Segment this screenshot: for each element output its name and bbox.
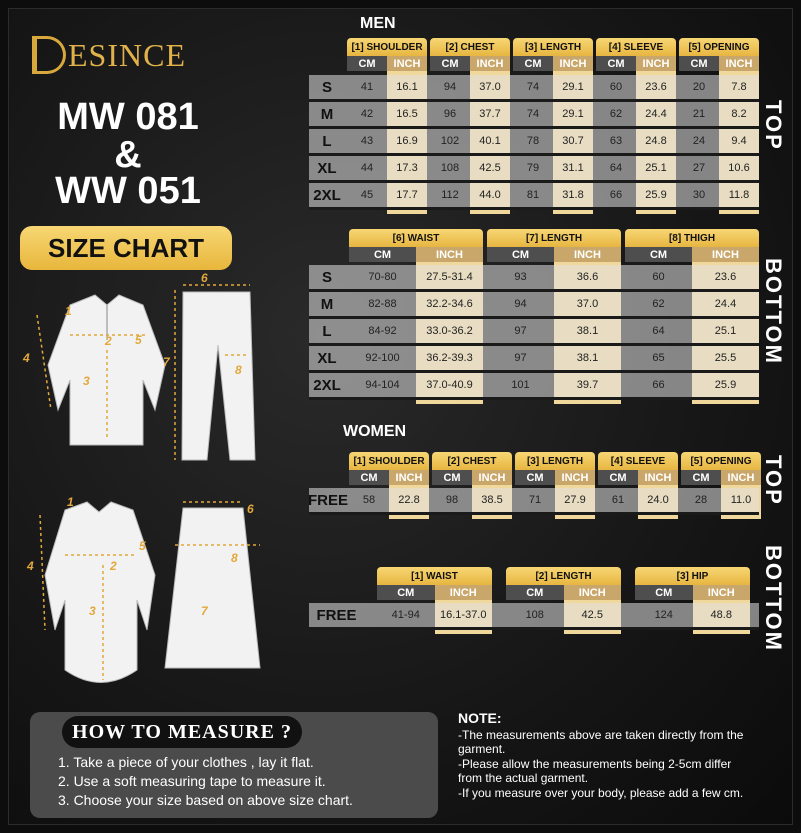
how-step-2: 2. Use a soft measuring tape to measure it. (58, 773, 326, 789)
cm-value: 58 (362, 494, 376, 506)
inch-value: 36.6 (576, 271, 599, 283)
cm-value: 66 (609, 189, 623, 201)
cm-value: 96 (443, 108, 457, 120)
cm-header: CM (515, 470, 555, 485)
size-label: FREE (308, 491, 349, 509)
cm-value: 42 (360, 108, 374, 120)
size-label: L (322, 132, 332, 150)
inch-header: INCH (553, 56, 593, 71)
cm-value: 79 (526, 162, 540, 174)
cm-value: 74 (526, 108, 540, 120)
cm-value: 63 (609, 135, 623, 147)
column-group-header: [2] CHEST (432, 452, 512, 470)
table-row (309, 156, 759, 183)
inch-value: 27.5-31.4 (426, 271, 473, 283)
inch-value: 17.7 (396, 189, 418, 201)
svg-text:1: 1 (65, 304, 72, 318)
cm-header: CM (487, 247, 554, 262)
note-line-3: -If you measure over your body, please add a few cm. (458, 786, 744, 800)
men-top-side-label: TOP (761, 100, 786, 151)
svg-text:4: 4 (27, 559, 34, 573)
column-group-header: [2] LENGTH (506, 567, 621, 585)
table-row (309, 319, 759, 346)
cm-value: 66 (652, 379, 665, 391)
inch-value: 44.0 (479, 189, 501, 201)
cm-value: 21 (692, 108, 706, 120)
column-group-header: [1] SHOULDER (349, 452, 429, 470)
svg-text:3: 3 (89, 604, 96, 618)
inch-value: 23.6 (714, 271, 737, 283)
cm-value: 97 (514, 325, 527, 337)
garment-diagrams (15, 270, 295, 690)
cm-value: 43 (360, 135, 374, 147)
svg-text:8: 8 (231, 551, 238, 565)
table-row (309, 129, 759, 156)
men-bottom-table (309, 229, 756, 397)
size-label: 2XL (313, 186, 341, 204)
inch-value: 42.5 (479, 162, 501, 174)
cm-value: 27 (692, 162, 706, 174)
svg-text:3: 3 (83, 374, 90, 388)
inch-value: 17.3 (396, 162, 418, 174)
cm-value: 84-92 (368, 325, 397, 337)
inch-value: 16.9 (396, 135, 418, 147)
inch-value: 24.8 (645, 135, 667, 147)
column-group-header: [6] WAIST (349, 229, 483, 247)
table-row (309, 373, 759, 400)
svg-text:8: 8 (235, 363, 242, 377)
men-pants-diagram (182, 292, 255, 460)
cm-header: CM (347, 56, 387, 71)
inch-header: INCH (470, 56, 510, 71)
table-row (309, 265, 759, 292)
inch-value: 25.1 (714, 325, 737, 337)
cm-value: 41 (360, 81, 374, 93)
cm-value: 71 (528, 494, 542, 506)
inch-value: 23.6 (645, 81, 667, 93)
table-row (309, 603, 759, 630)
inch-value: 39.7 (576, 379, 599, 391)
inch-value: 11.8 (728, 189, 750, 201)
size-chart-label: SIZE CHART (20, 226, 232, 270)
inch-header: INCH (692, 247, 759, 262)
inch-value: 37.0 (479, 81, 501, 93)
column-group-header: [5] OPENING (679, 38, 759, 56)
cm-value: 60 (652, 271, 665, 283)
svg-text:7: 7 (163, 355, 170, 369)
inch-header: INCH (554, 247, 621, 262)
how-step-3: 3. Choose your size based on above size chart. (58, 792, 353, 808)
women-title: WOMEN (343, 423, 407, 440)
men-title: MEN (360, 15, 396, 32)
cm-header: CM (598, 470, 638, 485)
cm-header: CM (377, 585, 435, 600)
model-ampersand: & (114, 134, 142, 176)
column-group-header: [2] CHEST (430, 38, 510, 56)
size-label: M (320, 105, 334, 123)
inch-header: INCH (472, 470, 512, 485)
inch-value: 33.0-36.2 (426, 325, 473, 337)
note-line-1: -The measurements above are taken directly from the garment. (458, 728, 744, 756)
women-bottom-table (309, 567, 756, 631)
inch-value: 24.0 (647, 494, 669, 506)
men-bottom-side-label: BOTTOM (761, 258, 786, 365)
column-group-header: [3] LENGTH (513, 38, 593, 56)
women-top-table (309, 452, 756, 516)
model-code-1: MW 081 (57, 96, 199, 138)
table-row (309, 102, 759, 129)
women-top-diagram (45, 502, 155, 683)
column-group-header: [1] WAIST (377, 567, 492, 585)
cm-header: CM (625, 247, 692, 262)
cm-value: 62 (609, 108, 623, 120)
model-code-2: WW 051 (55, 170, 201, 212)
size-label: XL (317, 349, 337, 367)
inch-header: INCH (636, 56, 676, 71)
cm-value: 97 (514, 352, 527, 364)
inch-value: 38.5 (481, 494, 503, 506)
column-group-header: [5] OPENING (681, 452, 761, 470)
svg-text:6: 6 (201, 271, 208, 285)
note-title: NOTE: (458, 710, 502, 726)
inch-value: 38.1 (576, 325, 599, 337)
cm-value: 61 (611, 494, 625, 506)
svg-text:5: 5 (139, 539, 146, 553)
cm-header: CM (506, 585, 564, 600)
cm-value: 74 (526, 81, 540, 93)
cm-value: 94-104 (365, 379, 400, 391)
size-label: M (320, 295, 334, 313)
cm-value: 98 (445, 494, 459, 506)
size-label: S (321, 268, 332, 286)
cm-value: 82-88 (368, 298, 397, 310)
cm-header: CM (349, 470, 389, 485)
inch-value: 24.4 (645, 108, 667, 120)
svg-text:4: 4 (23, 351, 30, 365)
inch-value: 31.8 (562, 189, 584, 201)
cm-value: 62 (652, 298, 665, 310)
cm-value: 45 (360, 189, 374, 201)
inch-value: 16.1 (396, 81, 418, 93)
column-group-header: [8] THIGH (625, 229, 759, 247)
inch-value: 32.2-34.6 (426, 298, 473, 310)
cm-value: 93 (514, 271, 527, 283)
women-skirt-diagram (165, 508, 260, 668)
inch-value: 11.0 (730, 494, 752, 506)
table-row (309, 183, 759, 210)
size-label: FREE (316, 606, 357, 624)
brand-logo (32, 36, 186, 74)
cm-value: 24 (692, 135, 706, 147)
brand-name: ESINCE (68, 36, 186, 73)
cm-value: 92-100 (365, 352, 400, 364)
column-group-header: [4] SLEEVE (596, 38, 676, 56)
inch-value: 16.1-37.0 (440, 609, 487, 621)
column-group-header: [3] HIP (635, 567, 750, 585)
column-group-header: [4] SLEEVE (598, 452, 678, 470)
inch-value: 7.8 (731, 81, 747, 93)
svg-text:1: 1 (67, 495, 74, 509)
cm-value: 65 (652, 352, 665, 364)
cm-value: 94 (443, 81, 457, 93)
inch-value: 25.1 (645, 162, 667, 174)
cm-value: 30 (692, 189, 706, 201)
cm-value: 108 (440, 162, 460, 174)
inch-value: 48.8 (710, 609, 732, 621)
cm-header: CM (349, 247, 416, 262)
inch-header: INCH (638, 470, 678, 485)
cm-value: 124 (654, 609, 673, 621)
inch-header: INCH (389, 470, 429, 485)
table-row (309, 75, 759, 102)
inch-value: 36.2-39.3 (426, 352, 473, 364)
women-bottom-side-label: BOTTOM (761, 545, 786, 652)
column-group-header: [7] LENGTH (487, 229, 621, 247)
cm-value: 20 (692, 81, 706, 93)
table-row (309, 292, 759, 319)
inch-value: 38.1 (576, 352, 599, 364)
inch-header: INCH (721, 470, 761, 485)
inch-value: 40.1 (479, 135, 501, 147)
inch-value: 37.0-40.9 (426, 379, 473, 391)
inch-header: INCH (564, 585, 622, 600)
size-label: L (322, 322, 332, 340)
logo-d-mark (32, 36, 66, 74)
inch-value: 8.2 (731, 108, 747, 120)
cm-value: 41-94 (391, 609, 420, 621)
inch-value: 29.1 (562, 81, 584, 93)
inch-value: 37.7 (479, 108, 501, 120)
how-step-1: 1. Take a piece of your clothes , lay it flat. (58, 754, 314, 770)
cm-header: CM (513, 56, 553, 71)
cm-header: CM (635, 585, 693, 600)
how-to-measure-title: HOW TO MEASURE ? (62, 716, 302, 748)
svg-text:5: 5 (135, 333, 142, 347)
inch-value: 25.5 (714, 352, 737, 364)
inch-value: 25.9 (645, 189, 667, 201)
cm-header: CM (432, 470, 472, 485)
inch-value: 42.5 (581, 609, 603, 621)
inch-header: INCH (435, 585, 493, 600)
inch-value: 37.0 (576, 298, 599, 310)
cm-header: CM (430, 56, 470, 71)
cm-value: 64 (609, 162, 623, 174)
inch-header: INCH (693, 585, 751, 600)
inch-header: INCH (555, 470, 595, 485)
men-top-table (309, 38, 756, 210)
cm-header: CM (681, 470, 721, 485)
cm-value: 70-80 (368, 271, 397, 283)
inch-value: 16.5 (396, 108, 418, 120)
inch-value: 9.4 (731, 135, 747, 147)
inch-value: 31.1 (562, 162, 584, 174)
size-label: 2XL (313, 376, 341, 394)
cm-value: 60 (609, 81, 623, 93)
inch-value: 30.7 (562, 135, 584, 147)
inch-header: INCH (387, 56, 427, 71)
cm-value: 102 (440, 135, 460, 147)
cm-value: 101 (511, 379, 530, 391)
inch-value: 27.9 (564, 494, 586, 506)
column-group-header: [3] LENGTH (515, 452, 595, 470)
inch-value: 22.8 (398, 494, 420, 506)
inch-header: INCH (416, 247, 483, 262)
women-top-side-label: TOP (761, 455, 786, 506)
cm-value: 94 (514, 298, 527, 310)
size-label: S (321, 78, 332, 96)
note-line-2: -Please allow the measurements being 2-5cm differ from the actual garment. (458, 757, 732, 785)
svg-text:6: 6 (247, 502, 254, 516)
cm-value: 64 (652, 325, 665, 337)
column-group-header: [1] SHOULDER (347, 38, 427, 56)
cm-value: 81 (526, 189, 540, 201)
cm-value: 28 (694, 494, 708, 506)
inch-header: INCH (719, 56, 759, 71)
cm-header: CM (679, 56, 719, 71)
svg-text:2: 2 (105, 334, 112, 348)
cm-value: 108 (525, 609, 544, 621)
svg-text:7: 7 (201, 604, 208, 618)
inch-value: 24.4 (714, 298, 737, 310)
size-label: XL (317, 159, 337, 177)
cm-value: 78 (526, 135, 540, 147)
inch-value: 29.1 (562, 108, 584, 120)
cm-value: 112 (441, 189, 459, 201)
cm-value: 44 (360, 162, 374, 174)
table-row (309, 346, 759, 373)
svg-text:2: 2 (110, 559, 117, 573)
inch-value: 10.6 (728, 162, 750, 174)
inch-value: 25.9 (714, 379, 737, 391)
cm-header: CM (596, 56, 636, 71)
table-row (309, 488, 759, 515)
